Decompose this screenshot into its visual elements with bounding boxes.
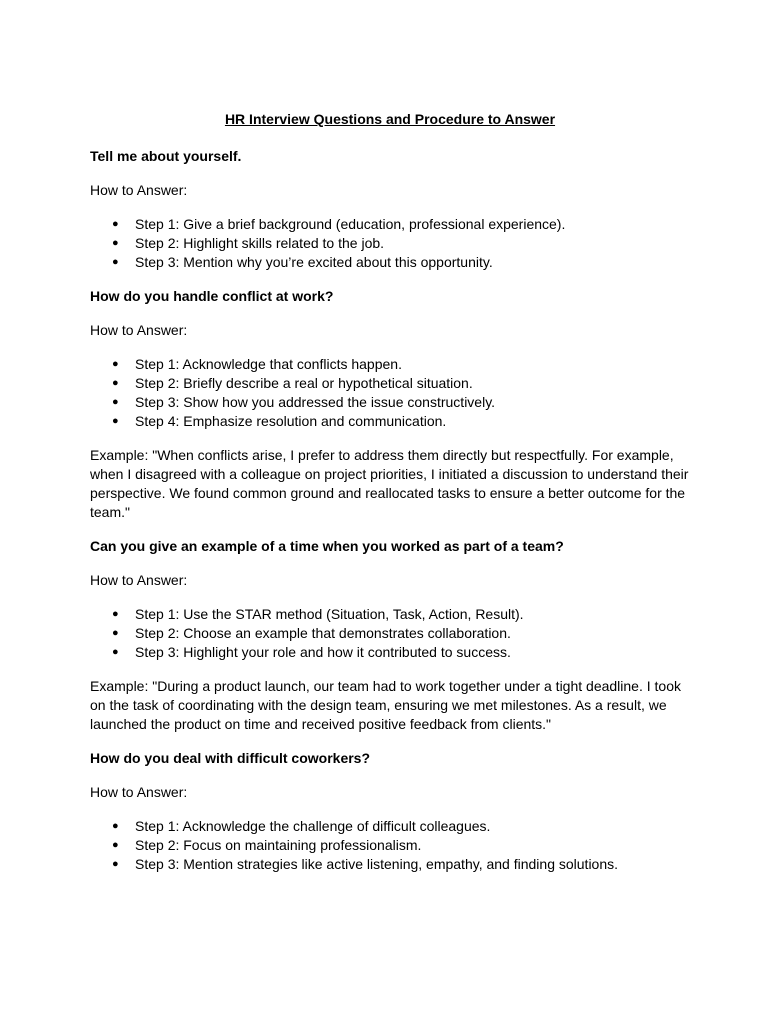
document-title: HR Interview Questions and Procedure to Answer xyxy=(224,111,556,127)
steps-list xyxy=(90,817,690,874)
bullet-icon: ● xyxy=(112,608,119,620)
how-to-answer-label: How to Answer: xyxy=(90,572,188,588)
bullet-icon: ● xyxy=(112,377,119,389)
step-text: Step 1: Acknowledge that conflicts happen. xyxy=(135,356,402,372)
list-item xyxy=(90,215,690,234)
list-item xyxy=(90,412,690,431)
bullet-icon: ● xyxy=(112,396,119,408)
qa-section xyxy=(90,287,690,522)
step-text: Step 3: Mention strategies like active listening, empathy, and finding solutions. xyxy=(135,856,619,872)
bullet-icon: ● xyxy=(112,256,119,268)
list-item xyxy=(90,605,690,624)
bullet-icon: ● xyxy=(112,218,119,230)
bullet-icon: ● xyxy=(112,415,119,427)
bullet-icon: ● xyxy=(112,858,119,870)
qa-section xyxy=(90,749,690,874)
list-item xyxy=(90,817,690,836)
step-text: Step 1: Give a brief background (education, professional experience). xyxy=(135,216,566,232)
qa-section xyxy=(90,537,690,734)
list-item xyxy=(90,855,690,874)
list-item xyxy=(90,253,690,272)
list-item xyxy=(90,234,690,253)
bullet-icon: ● xyxy=(112,820,119,832)
bullet-icon: ● xyxy=(112,627,119,639)
question-heading: How do you handle conflict at work? xyxy=(90,288,334,304)
how-to-answer-label: How to Answer: xyxy=(90,322,188,338)
step-text: Step 2: Choose an example that demonstrates collaboration. xyxy=(135,625,511,641)
step-text: Step 4: Emphasize resolution and communication. xyxy=(135,413,447,429)
step-text: Step 2: Briefly describe a real or hypothetical situation. xyxy=(135,375,473,391)
list-item xyxy=(90,355,690,374)
question-heading: How do you deal with difficult coworkers? xyxy=(90,750,371,766)
bullet-icon: ● xyxy=(112,237,119,249)
example-paragraph: Example: "During a product launch, our team had to work together under a tight deadline. I took on the task of coordinating with the design team, ensuring we met milestones. As a result, we launched the product on time and received positive feedback from clients." xyxy=(90,678,681,732)
question-heading: Can you give an example of a time when you worked as part of a team? xyxy=(90,538,564,554)
how-to-answer-label: How to Answer: xyxy=(90,182,188,198)
step-text: Step 3: Mention why you’re excited about this opportunity. xyxy=(135,254,493,270)
step-text: Step 1: Use the STAR method (Situation, Task, Action, Result). xyxy=(135,606,524,622)
list-item xyxy=(90,374,690,393)
bullet-icon: ● xyxy=(112,646,119,658)
steps-list xyxy=(90,215,690,272)
step-text: Step 2: Focus on maintaining professionalism. xyxy=(135,837,422,853)
example-paragraph: Example: "When conflicts arise, I prefer to address them directly but respectfully. For example, when I disagreed with a colleague on project priorities, I initiated a discussion to understand their perspective. We found common ground and reallocated tasks to ensure a better outcome for the team." xyxy=(90,447,689,520)
steps-list xyxy=(90,605,690,662)
steps-list xyxy=(90,355,690,431)
qa-section xyxy=(90,147,690,272)
list-item xyxy=(90,624,690,643)
list-item xyxy=(90,643,690,662)
question-heading: Tell me about yourself. xyxy=(90,148,242,164)
how-to-answer-label: How to Answer: xyxy=(90,784,188,800)
list-item xyxy=(90,836,690,855)
step-text: Step 3: Highlight your role and how it contributed to success. xyxy=(135,644,511,660)
step-text: Step 3: Show how you addressed the issue constructively. xyxy=(135,394,496,410)
step-text: Step 1: Acknowledge the challenge of difficult colleagues. xyxy=(135,818,491,834)
list-item xyxy=(90,393,690,412)
document-page xyxy=(90,110,690,889)
bullet-icon: ● xyxy=(112,358,119,370)
bullet-icon: ● xyxy=(112,839,119,851)
step-text: Step 2: Highlight skills related to the job. xyxy=(135,235,385,251)
